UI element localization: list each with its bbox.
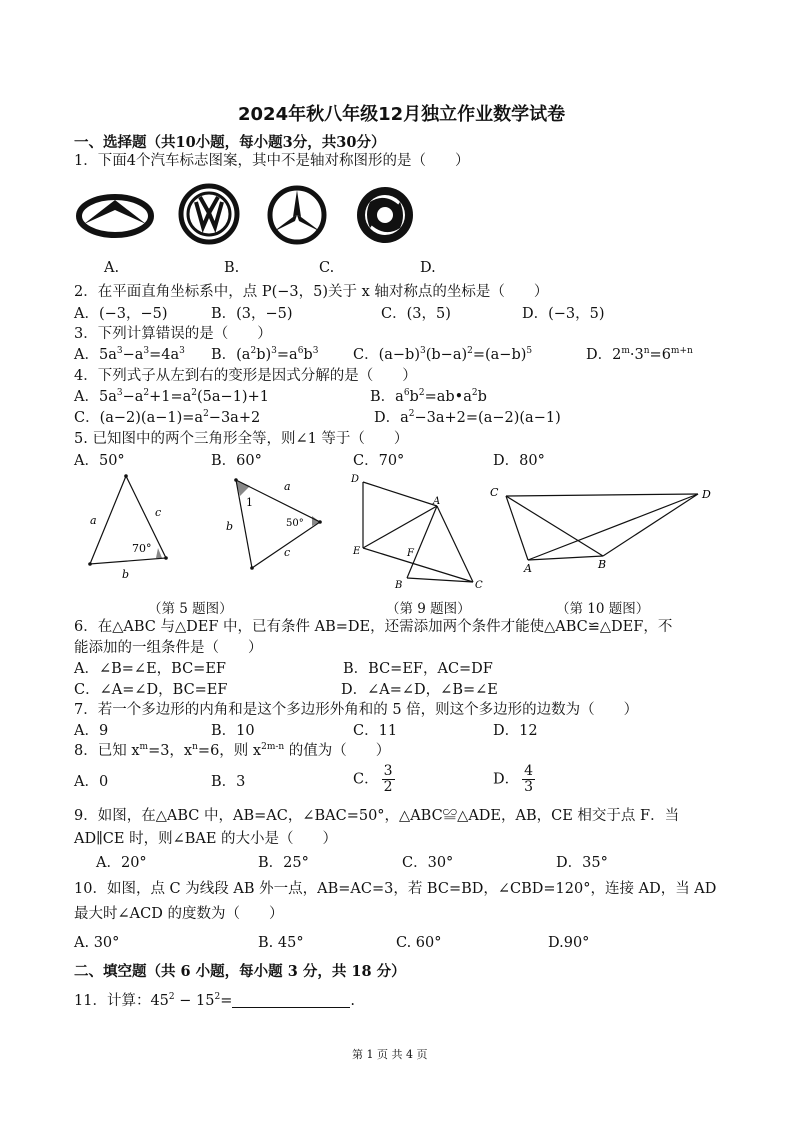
- figure-5-caption: （第 5 题图）: [148, 601, 233, 617]
- q9-option-b: B．25°: [258, 855, 309, 871]
- q5-option-b: B．60°: [211, 453, 262, 469]
- q5-option-a: A．50°: [74, 453, 125, 469]
- q2-option-d: D．(−3，5): [522, 306, 605, 322]
- t2-angle-label: 50°: [286, 518, 304, 529]
- section-heading: 一、选择题（共10小题，每小题3分，共30分）: [74, 134, 386, 151]
- q7-option-d: D．12: [493, 723, 538, 739]
- t1-label-a: a: [90, 514, 97, 527]
- q10-figure: [488, 480, 718, 575]
- q5-triangle-left: [74, 470, 184, 582]
- t2-label-b: b: [226, 520, 234, 533]
- t2-label-a: a: [284, 480, 291, 493]
- question-8-stem: 8．已知 $x^m=3$，$x^n=6$，则 $x^{2m-n}$ 的值为（ ）: [74, 742, 391, 759]
- q1-option-b: B.: [224, 260, 240, 276]
- q7-option-a: A．9: [74, 723, 109, 739]
- t1-angle-label: 70°: [132, 542, 152, 555]
- q6-option-c: C．∠A=∠D，BC=EF: [74, 682, 228, 698]
- q8-option-b: B．3: [211, 774, 246, 790]
- q9-option-a: A．20°: [96, 855, 147, 871]
- f9-label-c: C: [475, 580, 483, 591]
- question-6-stem-line1: 6．在△ABC 与△DEF 中，已有条件 AB=DE，还需添加两个条件才能使△ABC≌△DEF，不: [74, 619, 673, 635]
- question-2-stem: 2．在平面直角坐标系中，点 P(−3，5)关于 x 轴对称点的坐标是（ ）: [74, 284, 549, 300]
- q10-option-b: B. 45°: [258, 935, 304, 951]
- question-9-stem-line1: 9．如图，在△ABC 中，AB=AC，∠BAC=50°，△ABC≌△ADE，AB，CE 相交于点 F．当: [74, 808, 680, 824]
- volkswagen-logo: [178, 183, 240, 245]
- question-5-stem: 5. 已知图中的两个三角形全等，则∠1 等于（ ）: [74, 431, 409, 447]
- q3-option-b: B．$(a^2b)^3=a^6b^3$: [211, 346, 319, 363]
- q2-option-c: C．(3，5): [381, 306, 451, 322]
- q5-option-d: D．80°: [493, 453, 545, 469]
- f9-label-e: E: [353, 546, 361, 557]
- figure-9-caption: （第 9 题图）: [386, 601, 471, 617]
- q10-option-a: A. 30°: [74, 935, 120, 951]
- q8-option-c: C． $\frac{3}{2}$: [353, 763, 393, 795]
- q10-option-d: D.90°: [548, 935, 590, 951]
- t1-label-c: c: [155, 506, 162, 519]
- f10-label-d: D: [702, 488, 711, 501]
- question-9-stem-line2: AD∥CE 时，则∠BAE 的大小是（ ）: [74, 831, 338, 847]
- question-1-stem: 1．下面4个汽车标志图案，其中不是轴对称图形的是（ ）: [74, 153, 470, 169]
- f9-label-f: F: [407, 548, 414, 559]
- q1-option-c: C.: [319, 260, 335, 276]
- f10-label-b: B: [598, 558, 607, 571]
- exam-title: 2024年秋八年级12月独立作业数学试卷: [238, 104, 566, 125]
- question-4-stem: 4．下列式子从左到右的变形是因式分解的是（ ）: [74, 368, 417, 384]
- q3-option-a: A．$5a^3-a^3=4a^3$: [74, 346, 185, 363]
- q8-option-a: A．0: [74, 774, 109, 790]
- f9-label-d: D: [351, 474, 360, 485]
- section-2-heading: 二、填空题（共 6 小题，每小题 3 分，共 18 分）: [74, 963, 406, 980]
- q7-option-b: B．10: [211, 723, 255, 739]
- q3-option-c: C．$(a-b)^3(b-a)^2=(a-b)^5$: [353, 346, 533, 363]
- q7-option-c: C．11: [353, 723, 398, 739]
- t2-angle-1: 1: [246, 496, 253, 509]
- f10-label-c: C: [490, 486, 499, 499]
- q5-option-c: C．70°: [353, 453, 405, 469]
- question-10-stem-line2: 最大时∠ACD 的度数为（ ）: [74, 906, 284, 922]
- q4-option-d: D．$a^2-3a+2=(a-2)(a-1)$: [374, 409, 561, 426]
- q2-option-b: B．(3，−5): [211, 306, 293, 322]
- q4-option-b: B．$a^6b^2=ab•a^2b$: [370, 388, 487, 405]
- answer-blank[interactable]: [232, 993, 350, 1008]
- dongfeng-logo: [352, 184, 418, 246]
- q8-option-d: D． $\frac{4}{3}$: [493, 763, 534, 795]
- q4-option-c: C．$(a-2)(a-1)=a^2-3a+2$: [74, 409, 261, 426]
- figure-10-caption: （第 10 题图）: [556, 601, 650, 617]
- question-10-stem-line1: 10．如图，点 C 为线段 AB 外一点，AB=AC=3，若 BC=BD，∠CBD=120°，连接 AD，当 AD: [74, 881, 717, 897]
- question-7-stem: 7．若一个多边形的内角和是这个多边形外角和的 5 倍，则这个多边形的边数为（ ）: [74, 702, 639, 718]
- q1-option-a: A.: [104, 260, 120, 276]
- mercedes-logo: [266, 184, 328, 246]
- q2-option-a: A．(−3，−5): [74, 306, 168, 322]
- q5-triangle-right: [222, 470, 332, 582]
- q6-option-d: D．∠A=∠D，∠B=∠E: [341, 682, 498, 698]
- question-3-stem: 3．下列计算错误的是（ ）: [74, 326, 272, 342]
- f9-label-a: A: [433, 496, 441, 507]
- q3-option-d: D．$2^m\cdot 3^n=6^{m+n}$: [586, 346, 693, 363]
- q1-option-d: D.: [420, 260, 436, 276]
- f9-label-b: B: [395, 580, 403, 591]
- q9-option-c: C．30°: [402, 855, 454, 871]
- page-footer: 第 1 页 共 4 页: [352, 1048, 428, 1061]
- q9-option-d: D．35°: [556, 855, 608, 871]
- f10-label-a: A: [524, 562, 532, 575]
- t1-label-b: b: [122, 568, 130, 581]
- t2-label-c: c: [284, 546, 291, 559]
- q6-option-b: B．BC=EF，AC=DF: [343, 661, 493, 677]
- q4-option-a: A．$5a^3-a^2+1=a^2(5a-1)+1$: [74, 388, 269, 405]
- q9-figure: [345, 470, 490, 592]
- infiniti-logo: [74, 188, 156, 244]
- q10-option-c: C. 60°: [396, 935, 442, 951]
- question-11-stem: 11．计算：$45^2 - 15^2=$ .: [74, 992, 355, 1009]
- q6-option-a: A．∠B=∠E，BC=EF: [74, 661, 226, 677]
- question-6-stem-line2: 能添加的一组条件是（ ）: [74, 640, 263, 656]
